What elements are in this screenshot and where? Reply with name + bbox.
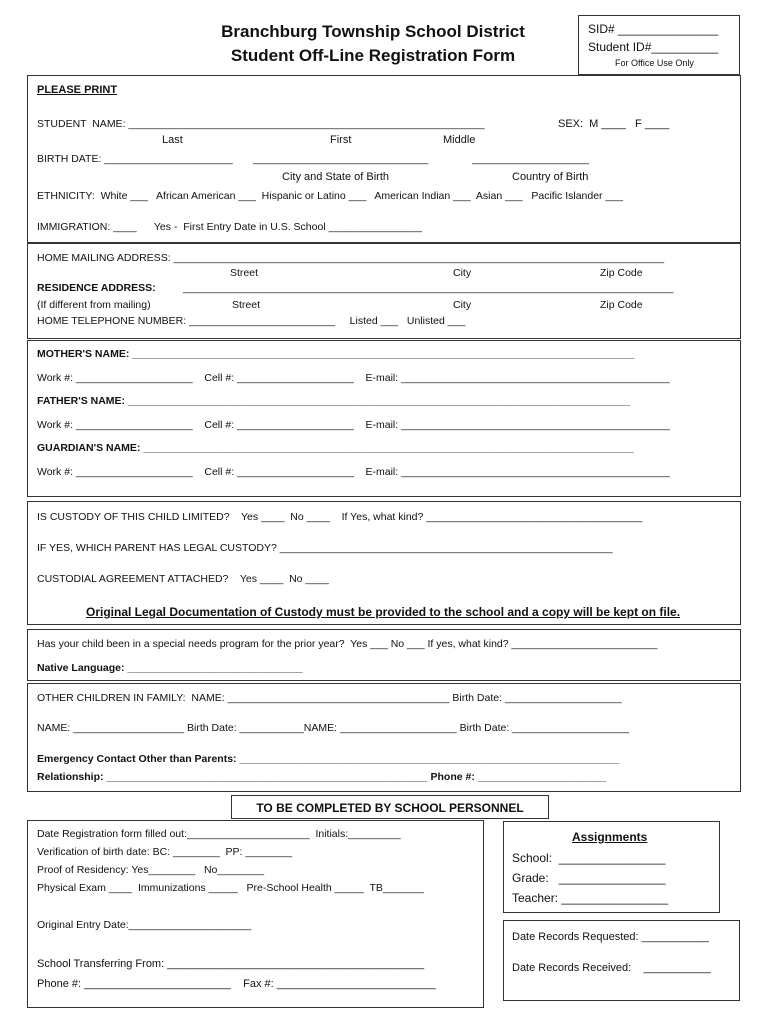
original-entry-field[interactable]: Original Entry Date:_____________________ [37,919,252,931]
student-id-field[interactable]: Student ID#__________ [588,40,719,54]
zip-label: Zip Code [600,267,643,279]
form-title-district: Branchburg Township School District [221,22,525,41]
student-info-section [27,75,741,243]
records-section [503,920,740,1001]
city-state-birth-label: City and State of Birth [282,171,389,183]
country-birth-label: Country of Birth [512,171,589,183]
family-section [27,683,741,792]
health-records-field[interactable]: Physical Exam ____ Immunizations _____ Pre-School Health _____ TB_______ [37,882,424,894]
zip-label-2: Zip Code [600,299,643,311]
birth-date-field[interactable]: BIRTH DATE: ______________________ ______________________________ ____________________ [37,153,589,165]
sid-field[interactable]: SID# _______________ [588,22,719,36]
birth-verification-field[interactable]: Verification of birth date: BC: ________ PP: ________ [37,846,293,858]
street-label-2: Street [232,299,261,311]
mother-name-field[interactable]: MOTHER'S NAME: ______________________________________________________________________________________ [37,348,635,360]
residence-field[interactable]: ____________________________________________________________________________________ [183,282,674,294]
custody-limited-field[interactable]: IS CUSTODY OF THIS CHILD LIMITED? Yes ____ No ____ If Yes, what kind? _____________________________________ [37,511,643,523]
last-name-label: Last [162,134,183,146]
office-use-note: For Office Use Only [615,58,694,68]
school-transferring-field[interactable]: School Transferring From: __________________________________________ [37,958,425,970]
other-children-field[interactable]: OTHER CHILDREN IN FAMILY: NAME: ______________________________________ Birth Date: ____________________ [37,692,622,704]
assigned-grade-field[interactable]: Grade: ________________ [512,871,666,885]
guardian-name-field[interactable]: GUARDIAN'S NAME: ____________________________________________________________________________________ [37,442,634,454]
street-label: Street [230,267,259,279]
records-received-field[interactable]: Date Records Received: ___________ [512,962,711,974]
school-personnel-banner [231,795,549,819]
guardian-contact-field[interactable]: Work #: ____________________ Cell #: ____________________ E-mail: ______________________________________________ [37,466,670,478]
assignments-section [503,821,720,913]
city-label: City [453,267,472,279]
ethnicity-field[interactable]: ETHNICITY: White ___ African American ___ Hispanic or Latino ___ American Indian ___ Asian ___ Pacific Islander ___ [37,190,623,202]
school-personnel-section [27,820,484,1008]
assigned-teacher-field[interactable]: Teacher: ________________ [512,891,669,905]
phone-fax-field[interactable]: Phone #: ________________________ Fax #: __________________________ [37,978,436,990]
proof-residency-field[interactable]: Proof of Residency: Yes________ No________ [37,864,265,876]
custody-section [27,501,741,625]
parents-section [27,340,741,497]
please-print-label: PLEASE PRINT [37,84,118,96]
special-needs-section [27,629,741,681]
relationship-field[interactable]: Relationship: _______________________________________________________ Phone #: ______________________ [37,771,607,783]
home-mailing-field[interactable]: HOME MAILING ADDRESS: ____________________________________________________________________________________ [37,252,665,264]
city-label-2: City [453,299,472,311]
if-different-note: (If different from mailing) [37,299,151,311]
immigration-field[interactable]: IMMIGRATION: ____ Yes - First Entry Date in U.S. School ________________ [37,221,422,233]
assignments-title: Assignments [572,830,648,844]
emergency-contact-field[interactable]: Emergency Contact Other than Parents: _________________________________________________________________ [37,753,620,765]
records-requested-field[interactable]: Date Records Requested: ___________ [512,931,709,943]
middle-name-label: Middle [443,134,476,146]
native-language-field[interactable]: Native Language: ______________________________ [37,662,303,674]
legal-custody-field[interactable]: IF YES, WHICH PARENT HAS LEGAL CUSTODY? _________________________________________________________ [37,542,613,554]
office-use-box [578,15,740,75]
form-title-registration: Student Off-Line Registration Form [230,46,516,65]
student-name-field[interactable]: STUDENT NAME: _____________________________________________________________ [37,118,485,130]
school-personnel-title: TO BE COMPLETED BY SCHOOL PERSONNEL [256,801,524,815]
special-program-field[interactable]: Has your child been in a special needs program for the prior year? Yes ___ No ___ If yes, what kind? _________________________ [37,638,658,650]
father-name-field[interactable]: FATHER'S NAME: ______________________________________________________________________________________ [37,395,631,407]
other-children-row-2[interactable]: NAME: ___________________ Birth Date: ___________NAME: ____________________ Birth Date: ____________________ [37,722,629,734]
assigned-school-field[interactable]: School: ________________ [512,851,666,865]
residence-label: RESIDENCE ADDRESS: [37,282,156,294]
sex-field[interactable]: SEX: M ____ F ____ [558,118,670,130]
home-telephone-field[interactable]: HOME TELEPHONE NUMBER: _________________________ Listed ___ Unlisted ___ [37,315,466,327]
address-section [27,243,741,339]
first-name-label: First [330,134,352,146]
mother-contact-field[interactable]: Work #: ____________________ Cell #: ____________________ E-mail: ______________________________________________ [37,372,670,384]
custodial-agreement-field[interactable]: CUSTODIAL AGREEMENT ATTACHED? Yes ____ No ____ [37,573,329,585]
date-registration-field[interactable]: Date Registration form filled out:_____________________ Initials:_________ [37,828,401,840]
father-contact-field[interactable]: Work #: ____________________ Cell #: ____________________ E-mail: ______________________________________________ [37,419,670,431]
custody-notice: Original Legal Documentation of Custody must be provided to the school and a copy will be kept on file. [86,605,681,619]
